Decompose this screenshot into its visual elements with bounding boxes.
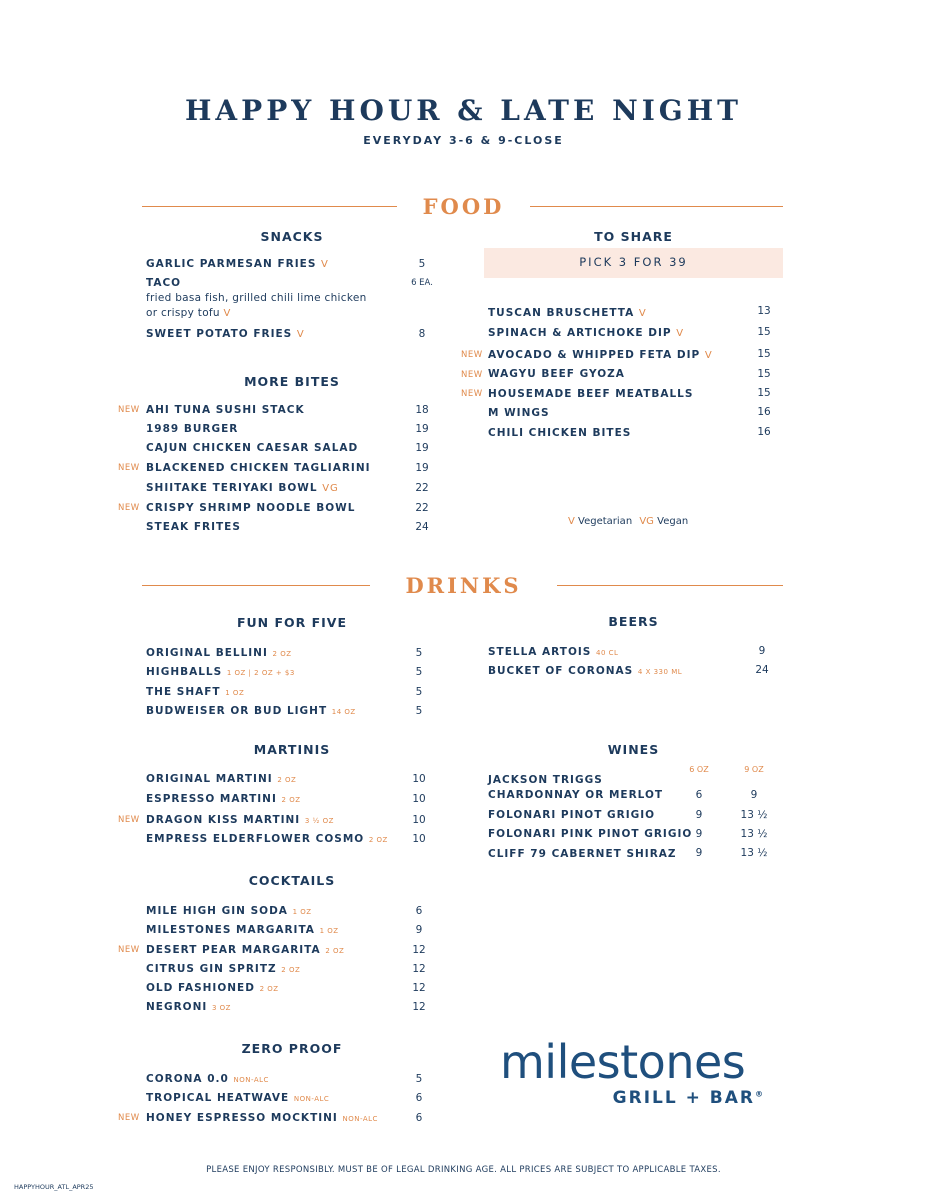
item-name: FOLONARI PINOT GRIGIO (488, 809, 656, 821)
menu-item: THE SHAFT 1 OZ (146, 686, 245, 698)
item-name: GARLIC PARMESAN FRIES (146, 258, 317, 270)
menu-item: MILESTONES MARGARITA 1 OZ (146, 924, 339, 936)
menu-item (146, 257, 329, 272)
menu-item: DRAGON KISS MARTINI 3 ½ OZ (146, 814, 334, 826)
item-name: CHILI CHICKEN BITES (488, 427, 632, 439)
item-description: fried basa fish, grilled chili lime chicken or crispy tofu V (146, 292, 367, 319)
new-badge: NEW (461, 350, 483, 360)
item-price: 6 (415, 1092, 423, 1104)
item-price: 15 (757, 348, 771, 360)
menu-item: CORONA 0.0 NON-ALC (146, 1073, 269, 1085)
wine-col-6oz: 6 OZ (689, 765, 709, 774)
item-price: 19 (415, 462, 429, 474)
serving-size: 14 OZ (331, 708, 356, 716)
document-code: HAPPYHOUR_ATL_APR25 (14, 1183, 94, 1191)
new-badge: NEW (118, 463, 140, 473)
item-name: SPINACH & ARTICHOKE DIP (488, 327, 672, 339)
item-price: 5 (415, 1073, 423, 1085)
snacks-title: SNACKS (260, 229, 324, 244)
item-price: 5 (415, 666, 423, 678)
vegetarian-tag: V (223, 308, 231, 319)
item-price: 16 (757, 406, 771, 418)
item-price: 24 (755, 664, 769, 676)
serving-size: 1 OZ | 2 OZ + $3 (226, 669, 295, 677)
item-name: AVOCADO & WHIPPED FETA DIP (488, 349, 701, 361)
serving-size: 2 OZ (277, 776, 297, 784)
item-price: 5 (415, 647, 423, 659)
new-badge: NEW (461, 389, 483, 399)
item-name: AHI TUNA SUSHI STACK (146, 404, 305, 416)
wine-producer: JACKSON TRIGGS (488, 774, 603, 786)
item-price: 12 (412, 982, 426, 994)
price-9oz: 13 ½ (740, 847, 768, 859)
item-price: 9 (758, 645, 766, 657)
diet-legend: V Vegetarian VG Vegan (568, 516, 689, 527)
martinis-title: MARTINIS (253, 742, 331, 757)
item-name: BLACKENED CHICKEN TAGLIARINI (146, 462, 371, 474)
price-9oz: 13 ½ (740, 828, 768, 840)
item-price: 19 (415, 442, 429, 454)
price-6oz: 9 (695, 828, 703, 840)
logo-subtitle: GRILL + BAR® (612, 1088, 765, 1108)
serving-size: 2 OZ (368, 836, 388, 844)
serving-size: 1 OZ (292, 908, 312, 916)
item-name: CHARDONNAY OR MERLOT (488, 789, 664, 801)
wine-col-9oz: 9 OZ (744, 765, 764, 774)
serving-size: NON-ALC (233, 1076, 269, 1084)
item-price: 6 (415, 905, 423, 917)
price-6oz: 9 (695, 847, 703, 859)
footer-disclaimer: PLEASE ENJOY RESPONSIBLY. MUST BE OF LEGAL DRINKING AGE. ALL PRICES ARE SUBJECT TO APPLICABLE TAXES. (206, 1165, 721, 1175)
new-badge: NEW (118, 945, 140, 955)
item-price: 24 (415, 521, 429, 533)
item-price: 6 EA. (411, 278, 433, 288)
item-price: 15 (757, 326, 771, 338)
item-price: 5 (415, 705, 423, 717)
serving-size: 2 OZ (325, 947, 345, 955)
milestones-logo: milestones (500, 1035, 746, 1089)
item-name: WAGYU BEEF GYOZA (488, 368, 625, 380)
item-name: CRISPY SHRIMP NOODLE BOWL (146, 502, 356, 514)
vegetarian-tag: V (676, 328, 685, 339)
page-subtitle: EVERYDAY 3-6 & 9-CLOSE (363, 134, 564, 147)
item-price: 9 (415, 924, 423, 936)
menu-item (488, 326, 684, 341)
vegetarian-tag: V (296, 329, 305, 340)
serving-size: 1 OZ (225, 689, 245, 697)
item-price: 5 (418, 258, 426, 270)
menu-item: STELLA ARTOIS 40 CL (488, 646, 619, 658)
item-price: 8 (418, 328, 426, 340)
serving-size: 2 OZ (281, 796, 301, 804)
serving-size: 3 OZ (211, 1004, 231, 1012)
item-price: 13 (757, 305, 771, 317)
menu-item: EMPRESS ELDERFLOWER COSMO 2 OZ (146, 833, 388, 845)
new-badge: NEW (118, 815, 140, 825)
item-price: 15 (757, 368, 771, 380)
menu-item: DESERT PEAR MARGARITA 2 OZ (146, 944, 345, 956)
fun-for-five-title: FUN FOR FIVE (236, 615, 348, 630)
menu-item (146, 481, 339, 496)
vegetarian-tag: V (321, 259, 329, 270)
item-price: 5 (415, 686, 423, 698)
menu-item: ESPRESSO MARTINI 2 OZ (146, 793, 301, 805)
item-price: 22 (415, 482, 429, 494)
price-9oz: 13 ½ (740, 809, 768, 821)
item-price: 10 (412, 793, 426, 805)
drinks-rule-left (142, 585, 370, 586)
food-rule-left (142, 206, 397, 207)
menu-item: NEGRONI 3 OZ (146, 1001, 231, 1013)
serving-size: 1 OZ (319, 927, 339, 935)
food-heading: FOOD (422, 194, 505, 219)
menu-item: HIGHBALLS 1 OZ | 2 OZ + $3 (146, 666, 295, 678)
item-name: SWEET POTATO FRIES (146, 328, 293, 340)
menu-item: HONEY ESPRESSO MOCKTINI NON-ALC (146, 1112, 378, 1124)
serving-size: NON-ALC (293, 1095, 330, 1103)
item-price: 10 (412, 814, 426, 826)
menu-item (146, 327, 305, 342)
new-badge: NEW (461, 370, 483, 380)
new-badge: NEW (118, 1113, 140, 1123)
item-name: TACO (146, 277, 182, 289)
menu-item (488, 348, 713, 363)
item-price: 19 (415, 423, 429, 435)
menu-item: OLD FASHIONED 2 OZ (146, 982, 279, 994)
item-price: 18 (415, 404, 429, 416)
serving-size: 4 X 330 ML (637, 668, 683, 676)
wines-title: WINES (607, 742, 660, 757)
item-price: 15 (757, 387, 771, 399)
menu-item: CITRUS GIN SPRITZ 2 OZ (146, 963, 301, 975)
menu-item: MILE HIGH GIN SODA 1 OZ (146, 905, 312, 917)
item-price: 12 (412, 963, 426, 975)
item-name: STEAK FRITES (146, 521, 241, 533)
item-price: 10 (412, 833, 426, 845)
vegetarian-tag: V (638, 308, 647, 319)
item-name: M WINGS (488, 407, 550, 419)
item-name: CLIFF 79 CABERNET SHIRAZ (488, 848, 677, 860)
item-name: SHIITAKE TERIYAKI BOWL (146, 482, 318, 494)
serving-size: 2 OZ (281, 966, 301, 974)
drinks-rule-right (557, 585, 783, 586)
food-rule-right (530, 206, 783, 207)
price-6oz: 6 (695, 789, 703, 801)
serving-size: 2 OZ (272, 650, 292, 658)
vegetarian-tag: V (704, 350, 713, 361)
drinks-heading: DRINKS (405, 573, 522, 598)
beers-title: BEERS (608, 614, 659, 629)
item-name: TUSCAN BRUSCHETTA (488, 307, 635, 319)
menu-item: BUCKET OF CORONAS 4 X 330 ML (488, 665, 683, 677)
pick-3-promo: PICK 3 FOR 39 (484, 248, 783, 278)
price-6oz: 9 (695, 809, 703, 821)
menu-item: BUDWEISER OR BUD LIGHT 14 OZ (146, 705, 356, 717)
menu-item (146, 276, 181, 290)
zero-proof-title: ZERO PROOF (241, 1041, 343, 1056)
item-name: 1989 BURGER (146, 423, 239, 435)
item-price: 12 (412, 944, 426, 956)
vegan-tag: VG (322, 483, 339, 494)
to-share-title: TO SHARE (594, 229, 673, 244)
menu-item: ORIGINAL MARTINI 2 OZ (146, 773, 297, 785)
item-price: 22 (415, 502, 429, 514)
serving-size: 3 ½ OZ (304, 817, 334, 825)
cocktails-title: COCKTAILS (248, 873, 336, 888)
item-price: 12 (412, 1001, 426, 1013)
item-name: CAJUN CHICKEN CAESAR SALAD (146, 442, 359, 454)
serving-size: NON-ALC (342, 1115, 378, 1123)
item-price: 16 (757, 426, 771, 438)
menu-item (488, 306, 647, 321)
menu-item: ORIGINAL BELLINI 2 OZ (146, 647, 292, 659)
page-title: HAPPY HOUR & LATE NIGHT (184, 94, 743, 127)
price-9oz: 9 (750, 789, 758, 801)
item-name: FOLONARI PINK PINOT GRIGIO (488, 828, 693, 840)
more-bites-title: MORE BITES (244, 374, 340, 389)
item-name: HOUSEMADE BEEF MEATBALLS (488, 388, 694, 400)
menu-item: TROPICAL HEATWAVE NON-ALC (146, 1092, 330, 1104)
new-badge: NEW (118, 503, 140, 513)
new-badge: NEW (118, 405, 140, 415)
item-price: 10 (412, 773, 426, 785)
serving-size: 2 OZ (259, 985, 279, 993)
serving-size: 40 CL (596, 649, 619, 657)
item-price: 6 (415, 1112, 423, 1124)
